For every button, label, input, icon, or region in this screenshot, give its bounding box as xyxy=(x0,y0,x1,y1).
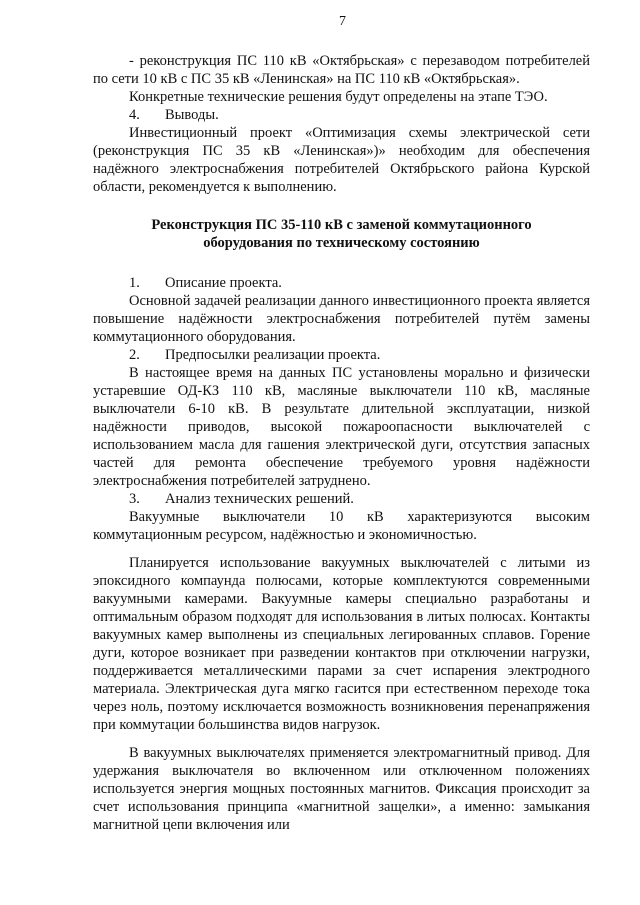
heading-line-2: оборудования по техническому состоянию xyxy=(203,235,480,251)
item-title: Описание проекта. xyxy=(165,275,282,291)
item-prerequisites-title xyxy=(93,346,590,364)
item-number: 3. xyxy=(129,491,140,507)
paragraph-conclusion: Инвестиционный проект «Оптимизация схемы электрической сети (реконструкция ПС 35 кВ «Ленинская»)» необходим для обеспечения надёжного электроснабжения потребителей Октябрьского района Курской области, рекомендуется к выполнению. xyxy=(93,125,590,195)
paragraph-description: Основной задачей реализации данного инвестиционного проекта является повышение надёжности электроснабжения потребителей путём замены коммутационного оборудования. xyxy=(93,293,590,345)
section-heading xyxy=(93,216,590,252)
item-number: 2. xyxy=(129,347,140,363)
item-analysis-title xyxy=(93,490,590,508)
section-number: 4. xyxy=(129,107,140,123)
item-number: 1. xyxy=(129,275,140,291)
item-description-title xyxy=(93,274,590,292)
paragraph-reconstruction-item: - реконструкция ПС 110 кВ «Октябрьская» с перезаводом потребителей по сети 10 кВ с ПС 35 кВ «Ленинская» на ПС 110 кВ «Октябрьская». xyxy=(93,53,590,87)
item-title: Анализ технических решений. xyxy=(165,491,354,507)
paragraph-drive: В вакуумных выключателях применяется электромагнитный привод. Для удержания выключателя во включенном или отключенном положениях используется энергия мощных постоянных магнитов. Фиксация происходит за счет использования принципа «магнитной защелки», а именно: замыкания магнитной цепи включения или xyxy=(93,745,590,833)
section-title: Выводы. xyxy=(165,107,219,123)
item-title: Предпосылки реализации проекта. xyxy=(165,347,381,363)
section-conclusions-title xyxy=(93,106,590,124)
page-number: 7 xyxy=(339,14,346,29)
heading-line-1: Реконструкция ПС 35-110 кВ с заменой коммутационного xyxy=(151,217,532,233)
paragraph-prerequisites: В настоящее время на данных ПС установлены морально и физически устаревшие ОД-КЗ 110 кВ, масляные выключатели 110 кВ, масляные выключатели 6-10 кВ. В результате длительной эксплуатации, низкой надёжности приводов, высокой пожароопасности выключателей с использованием масла для гашения электрической дуги, отсутствия запасных частей для ремонта обеспечение требуемого уровня надёжности электроснабжения потребителей затруднено. xyxy=(93,365,590,489)
paragraph-plan: Планируется использование вакуумных выключателей с литыми из эпоксидного компаунда полюсами, которые комплектуются современными вакуумными камерами. Вакуумные камеры специально разработаны и оптимальным образом подходят для использования в литых полюсах. Контакты вакуумных камер выполнены из специальных легированных сплавов. Горение дуги, которое возникает при разведении контактов при отключении нагрузки, поддерживается металлическими парами за счет испарения электродного материала. Электрическая дуга мягко гасится при естественном переходе тока через ноль, поэтому исключается возможность возникновения перенапряжения при коммутации большинства видов нагрузок. xyxy=(93,555,590,733)
paragraph-technical-decisions: Конкретные технические решения будут определены на этапе ТЭО. xyxy=(129,89,548,105)
paragraph-vacuum-breakers: Вакуумные выключатели 10 кВ характеризуются высоким коммутационным ресурсом, надёжностью и экономичностью. xyxy=(93,509,590,543)
